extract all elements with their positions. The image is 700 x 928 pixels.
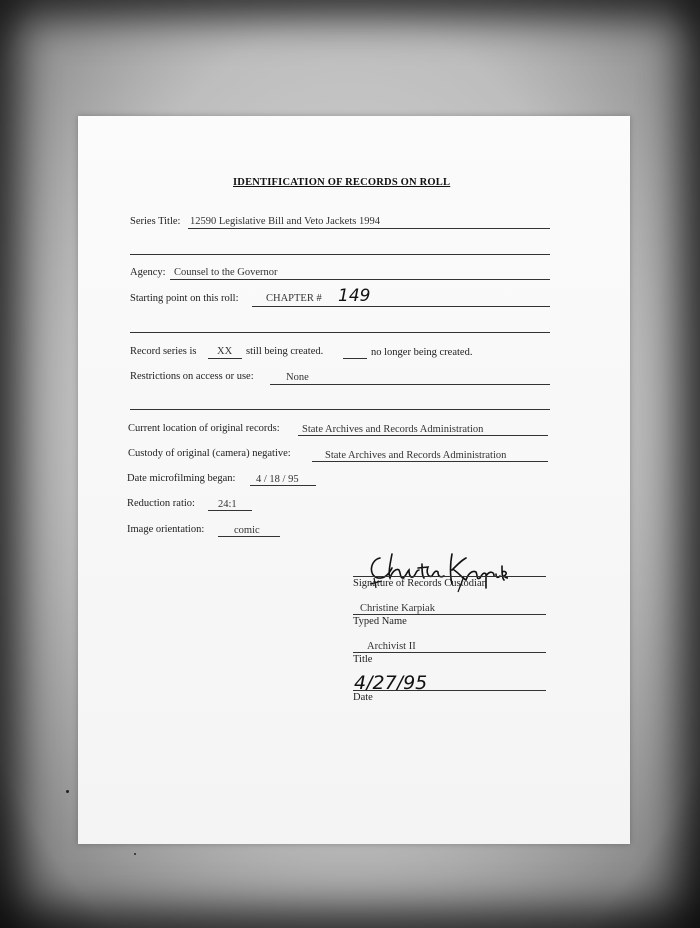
date-began-label: Date microfilming began:	[127, 473, 236, 484]
typed-name-value: Christine Karpiak	[360, 603, 435, 614]
title-line	[353, 652, 546, 653]
film-speck	[66, 790, 69, 793]
orientation-label: Image orientation:	[127, 524, 205, 535]
current-location-line	[298, 435, 548, 436]
date-line	[353, 690, 546, 691]
starting-point-value: CHAPTER #	[266, 293, 322, 304]
starting-point-line	[252, 306, 550, 307]
signature-label: Signature of Records Custodian	[353, 578, 487, 589]
custody-line	[312, 461, 548, 462]
still-created-label: still being created.	[246, 346, 324, 357]
starting-point-line-2	[130, 332, 550, 333]
series-title-value: 12590 Legislative Bill and Veto Jackets 1994	[190, 216, 380, 227]
title-value: Archivist II	[367, 641, 416, 652]
restrictions-value: None	[286, 372, 309, 383]
agency-line	[170, 279, 550, 280]
typed-name-label: Typed Name	[353, 616, 407, 627]
film-speck	[134, 853, 136, 855]
current-location-value: State Archives and Records Administration	[302, 424, 484, 435]
typed-name-line	[353, 614, 546, 615]
document-page	[78, 116, 630, 844]
custody-label: Custody of original (camera) negative:	[128, 448, 291, 459]
orientation-line	[218, 536, 280, 537]
agency-label: Agency:	[130, 267, 166, 278]
reduction-line	[208, 510, 252, 511]
restrictions-label: Restrictions on access or use:	[130, 371, 254, 382]
reduction-value: 24:1	[218, 499, 237, 510]
agency-value: Counsel to the Governor	[174, 267, 278, 278]
series-title-line	[188, 228, 550, 229]
record-series-mark: XX	[217, 346, 233, 357]
starting-point-handwritten: 149	[338, 286, 371, 306]
starting-point-label: Starting point on this roll:	[130, 293, 239, 304]
date-label: Date	[353, 692, 373, 703]
series-title-label: Series Title:	[130, 216, 181, 227]
orientation-value: comic	[234, 525, 260, 536]
record-series-mark-line	[208, 358, 242, 359]
restrictions-line-2	[130, 409, 550, 410]
restrictions-line	[270, 384, 550, 385]
series-title-line-2	[130, 254, 550, 255]
form-title: IDENTIFICATION OF RECORDS ON ROLL	[233, 177, 451, 188]
custody-value: State Archives and Records Administration	[325, 450, 507, 461]
no-longer-mark-line	[343, 358, 367, 359]
record-series-label: Record series is	[130, 346, 197, 357]
date-began-value: 4 / 18 / 95	[256, 474, 299, 485]
no-longer-label: no longer being created.	[371, 347, 473, 358]
signature-line	[353, 576, 546, 577]
date-handwritten: 4/27/95	[354, 672, 428, 694]
reduction-label: Reduction ratio:	[127, 498, 195, 509]
date-began-line	[250, 485, 316, 486]
title-label: Title	[353, 654, 373, 665]
current-location-label: Current location of original records:	[128, 423, 280, 434]
